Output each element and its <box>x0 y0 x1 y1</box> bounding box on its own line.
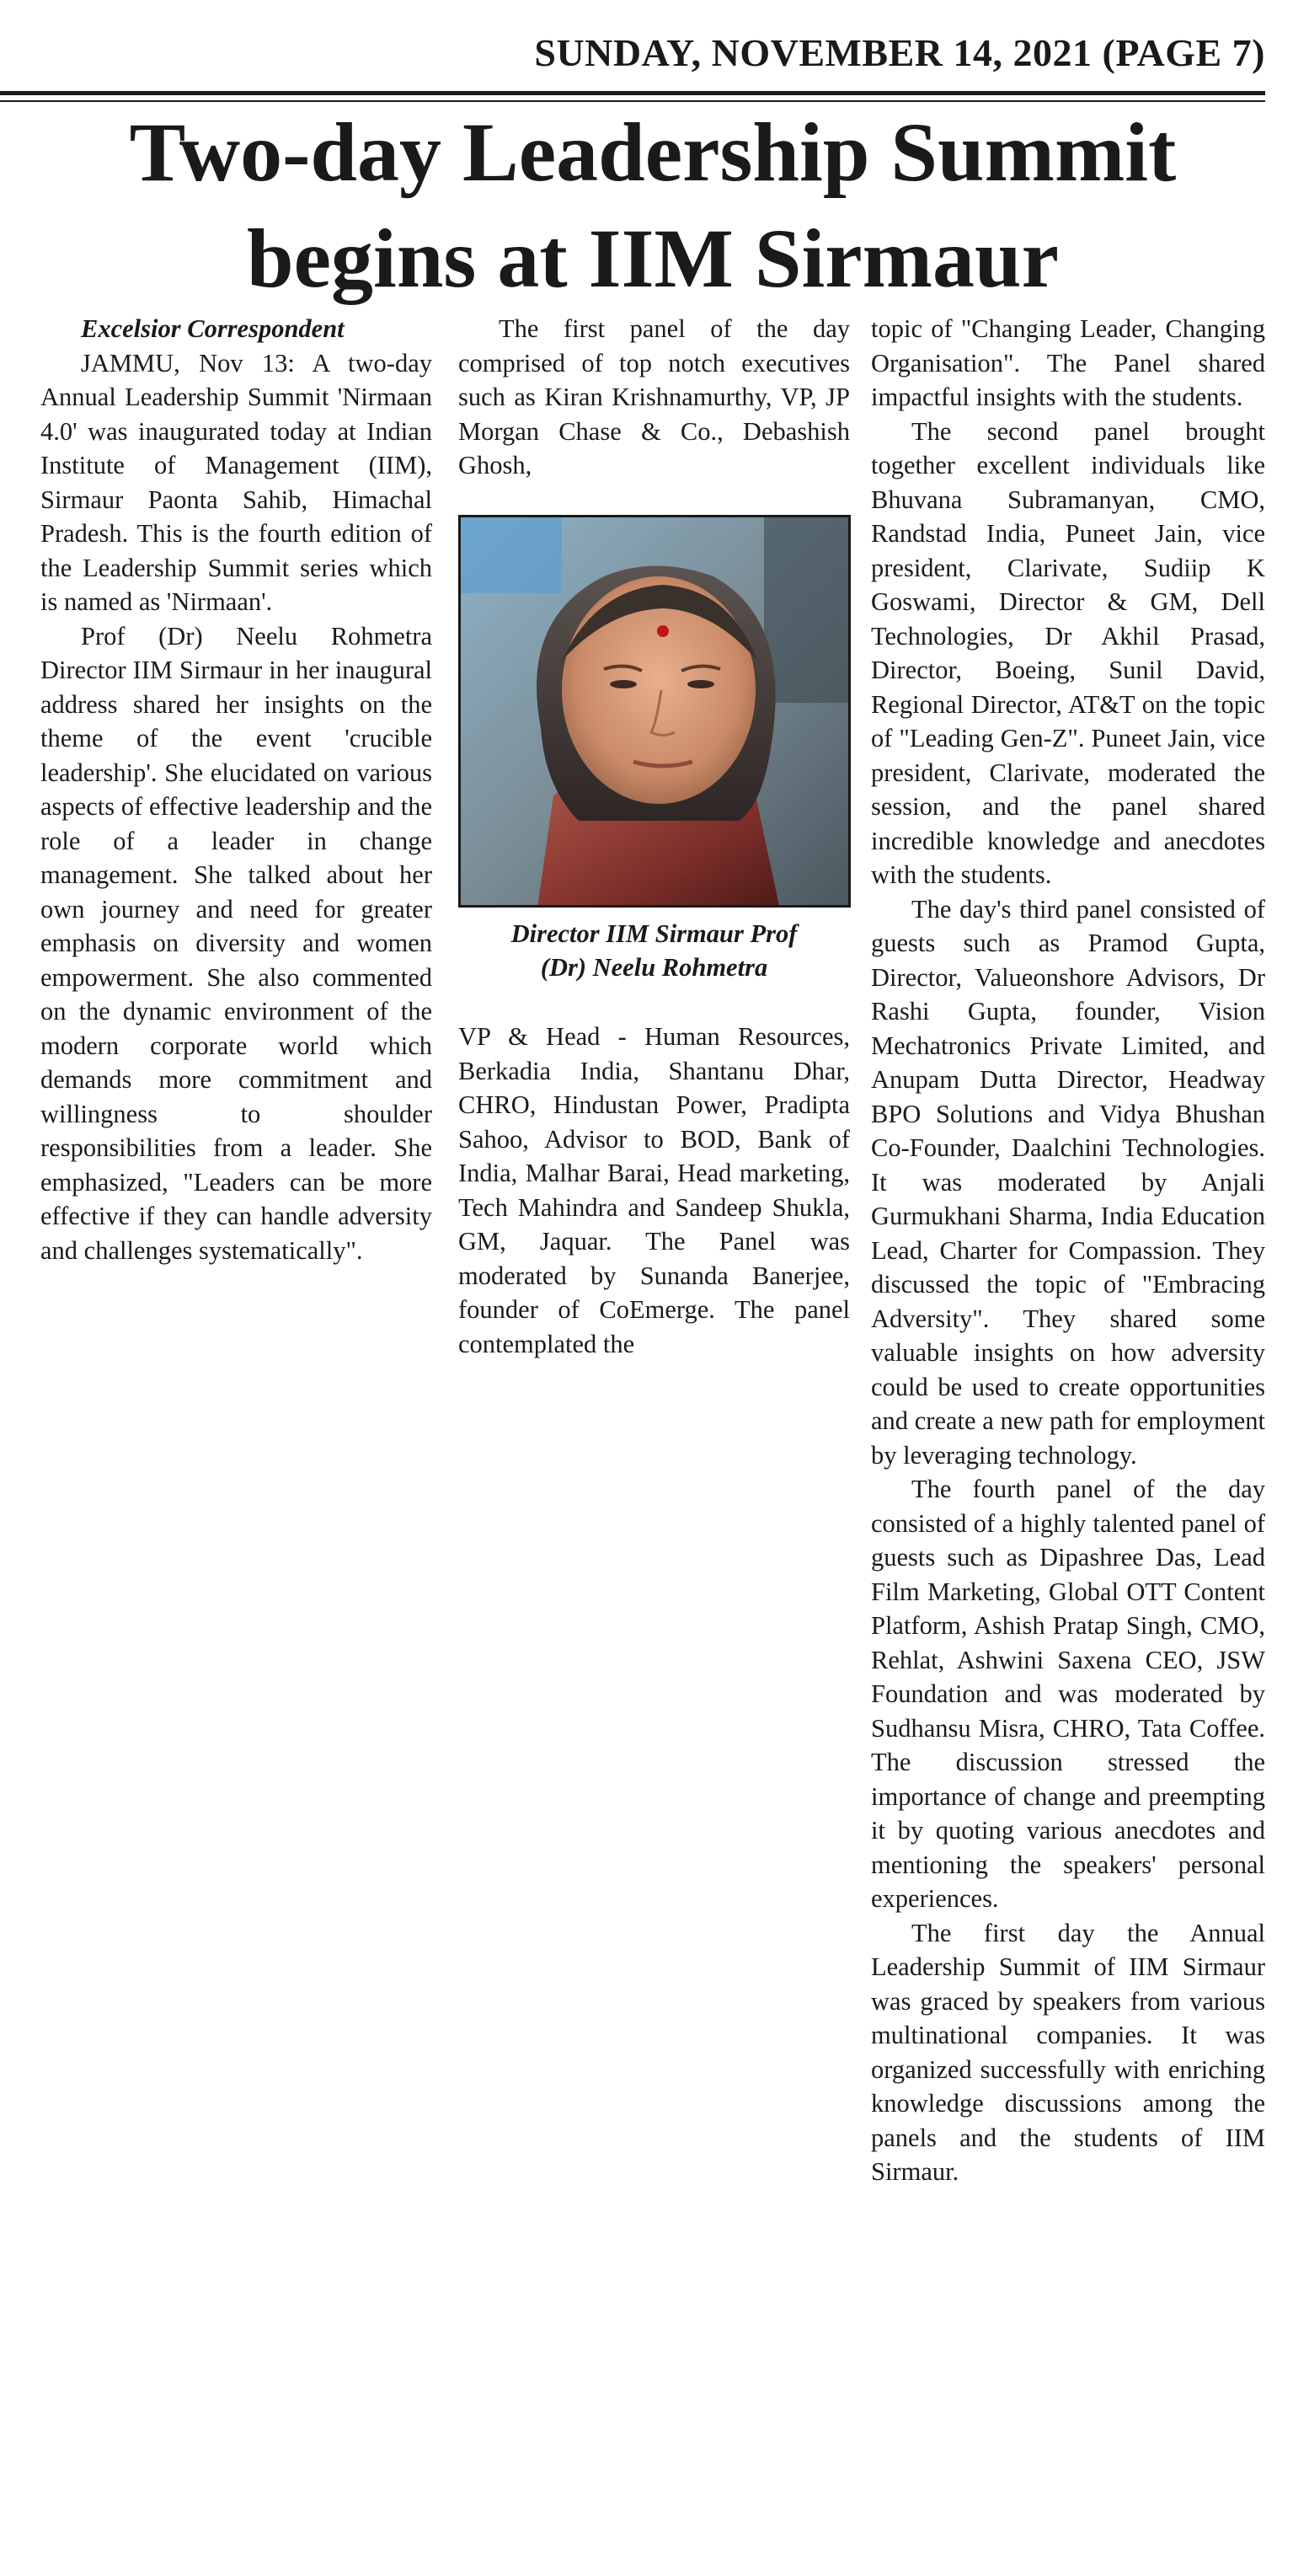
article-column-2-bottom <box>458 1020 850 1361</box>
column-1-paragraph-2: Prof (Dr) Neelu Rohmetra Director IIM Sirmaur in her inaugural address shared her insights on the theme of the event 'crucible leadership'. She elucidated on various aspects of effective leadership and the role of a leader in change management. She talked about her own journey and need for greater emphasis on diversity and women empowerment. She also commented on the dynamic environment of the modern corporate world which demands more commitment and willingness to shoulder responsibilities from a leader. She emphasized, "Leaders can be more effective if they can handle adversity and challenges systematically". <box>40 621 432 1265</box>
headline-line-1: Two-day Leadership Summit <box>129 105 1177 199</box>
header-rule-thick <box>0 91 1265 95</box>
column-3-paragraph-2: The day's third panel consisted of guests such as Pramod Gupta, Director, Valueonshore Advisors, Dr Rashi Gupta, founder, Vision Mechatronics Private Limited, and Anupam Dutta Director, Headway BPO Solutions and Vidya Bhushan Co-Founder, Daalchini Technologies. It was moderated by Anjali Gurmukhani Sharma, India Education Lead, Charter for Compassion. They discussed the topic of "Embracing Adversity". They shared some valuable insights on how adversity could be used to create opportunities and create a new path for employment by leveraging technology. <box>871 894 1265 1470</box>
column-3-paragraph-3: The fourth panel of the day consisted of a highly talented panel of guests such as Dipashree Das, Lead Film Marketing, Global OTT Content Platform, Ashish Pratap Singh, CMO, Rehlat, Ashwini Saxena CEO, JSW Foundation and was moderated by Sudhansu Misra, CHRO, Tata Coffee. The discussion stressed the importance of change and preempting it by quoting various anecdotes and mentioning the speakers' personal experiences. <box>871 1475 1265 1913</box>
caption-line-1: Director IIM Sirmaur Prof <box>510 919 798 948</box>
article-headline <box>34 99 1272 312</box>
column-3-paragraph-4: The first day the Annual Leadership Summit of IIM Sirmaur was graced by speakers from various multinational companies. It was organized successfully with enriching knowledge discussions among the panels and the students of IIM Sirmaur. <box>871 1918 1265 2186</box>
caption-line-2: (Dr) Neelu Rohmetra <box>540 953 768 982</box>
article-column-1 <box>40 312 432 1267</box>
headline-line-2: begins at IIM Sirmaur <box>247 212 1059 305</box>
column-2-paragraph-2: VP & Head - Human Resources, Berkadia India, Shantanu Dhar, CHRO, Hindustan Power, Pradipta Sahoo, Advisor to BOD, Bank of India, Malhar Barai, Head marketing, Tech Mahindra and Sandeep Shukla, GM, Jaquar. The Panel was moderated by Sunanda Banerjee, founder of CoEmerge. The panel contemplated the <box>458 1022 850 1358</box>
article-column-3 <box>871 312 1265 2189</box>
page-dateline: SUNDAY, NOVEMBER 14, 2021 (PAGE 7) <box>534 31 1265 74</box>
director-photo <box>458 515 851 908</box>
column-3-lead: topic of "Changing Leader, Changing Organisation". The Panel shared impactful insights with the students. <box>871 314 1265 411</box>
portrait-photo-icon <box>461 517 848 905</box>
column-3-paragraph-1: The second panel brought together excellent individuals like Bhuvana Subramanyan, CMO, Randstad India, Puneet Jain, vice president, Clarivate, Sudiip K Goswami, Director & GM, Dell Technologies, Dr Akhil Prasad, Director, Boeing, Sunil David, Regional Director, AT&T on the topic of "Leading Gen-Z". Puneet Jain, vice president, Clarivate, moderated the session, and the panel shared incredible knowledge and anecdotes with the students. <box>871 416 1265 889</box>
byline: Excelsior Correspondent <box>81 314 345 343</box>
column-1-paragraph-1: JAMMU, Nov 13: A two-day Annual Leadership Summit 'Nirmaan 4.0' was inaugurated today at Indian Institute of Management (IIM), Sirmaur Paonta Sahib, Himachal Pradesh. This is the fourth edition of the Leadership Summit series which is named as 'Nirmaan'. <box>40 348 432 616</box>
photo-caption <box>458 917 850 984</box>
column-2-paragraph-1: The first panel of the day comprised of top notch executives such as Kiran Krishnamurthy, VP, JP Morgan Chase & Co., Debashish Ghosh, <box>458 314 850 479</box>
article-column-2-top <box>458 312 850 483</box>
